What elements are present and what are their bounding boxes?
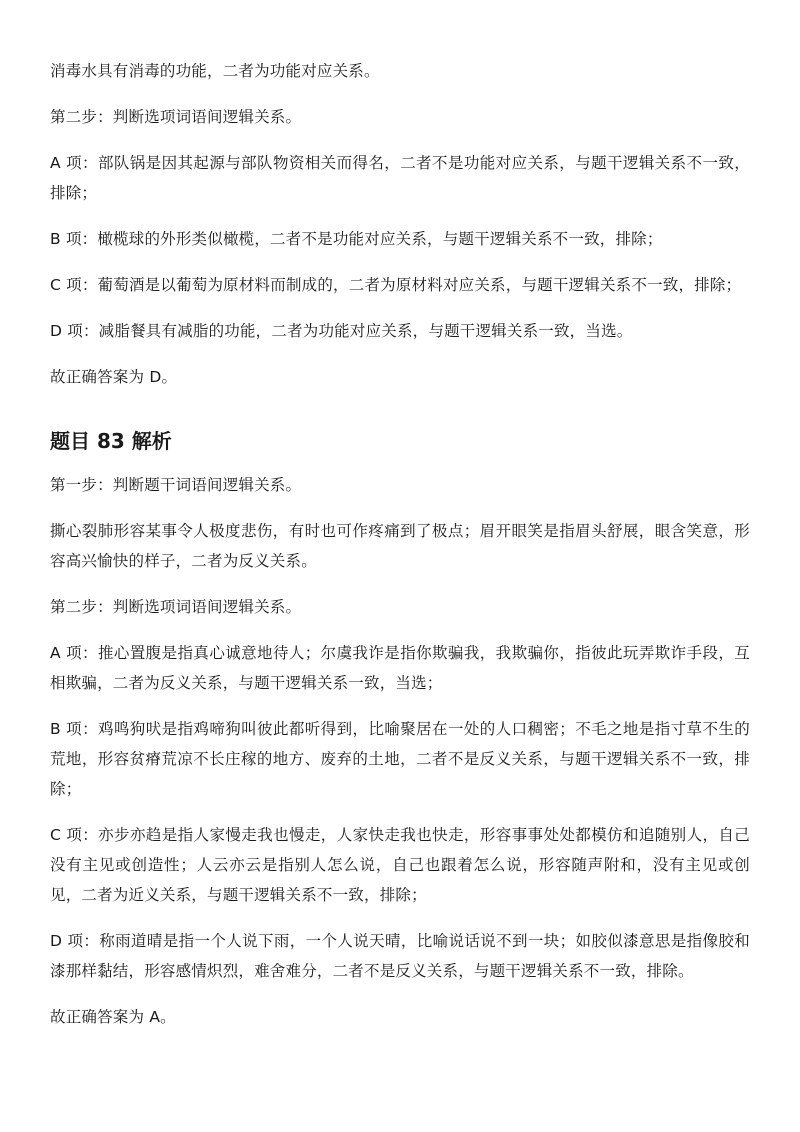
paragraph-option-c: C 项：亦步亦趋是指人家慢走我也慢走，人家快走我也快走，形容事事处处都模仿和追随别人，自己没有主见或创造性；人云亦云是指别人怎么说，自己也跟着怎么说，形容随声附和，没有主见或创见，二者为近义关系，与题干逻辑关系不一致，排除； [50, 826, 750, 904]
paragraph-function-relation: 消毒水具有消毒的功能，二者为功能对应关系。 [50, 62, 380, 80]
paragraph-answer: 故正确答案为 A。 [50, 1008, 176, 1026]
paragraph-option-d: D 项：称雨道晴是指一个人说下雨，一个人说天晴，比喻说话说不到一块；如胶似漆意思是指像胶和漆那样黏结，形容感情炽烈，难舍难分，二者不是反义关系，与题干逻辑关系不一致，排除。 [50, 932, 750, 980]
paragraph-step2: 第二步：判断选项词语间逻辑关系。 [50, 108, 302, 126]
paragraph-stem: 撕心裂肺形容某事令人极度悲伤，有时也可作疼痛到了极点；眉开眼笑是指眉头舒展，眼含笑意，形容高兴愉快的样子，二者为反义关系。 [50, 522, 750, 570]
paragraph-step1: 第一步：判断题干词语间逻辑关系。 [50, 476, 302, 494]
paragraph-option-a: A 项：部队锅是因其起源与部队物资相关而得名，二者不是功能对应关系，与题干逻辑关系不一致，排除； [50, 154, 750, 202]
section-title: 题目 83 解析 [50, 429, 172, 453]
paragraph-option-c: C 项：葡萄酒是以葡萄为原材料而制成的，二者为原材料对应关系，与题干逻辑关系不一致，排除； [50, 276, 742, 294]
paragraph-option-b: B 项：橄榄球的外形类似橄榄，二者不是功能对应关系，与题干逻辑关系不一致，排除； [50, 230, 663, 248]
paragraph-option-d: D 项：减脂餐具有减脂的功能，二者为功能对应关系，与题干逻辑关系一致，当选。 [50, 322, 633, 340]
paragraph-option-a: A 项：推心置腹是指真心诚意地待人；尔虞我诈是指你欺骗我，我欺骗你，指彼此玩弄欺诈手段，互相欺骗，二者为反义关系，与题干逻辑关系一致，当选； [50, 644, 750, 692]
paragraph-option-b: B 项：鸡鸣狗吠是指鸡啼狗叫彼此都听得到，比喻聚居在一处的人口稠密；不毛之地是指寸草不生的荒地，形容贫瘠荒凉不长庄稼的地方、废弃的土地，二者不是反义关系，与题干逻辑关系不一致，排除； [50, 720, 750, 798]
paragraph-step2: 第二步：判断选项词语间逻辑关系。 [50, 598, 302, 616]
paragraph-answer: 故正确答案为 D。 [50, 368, 178, 386]
